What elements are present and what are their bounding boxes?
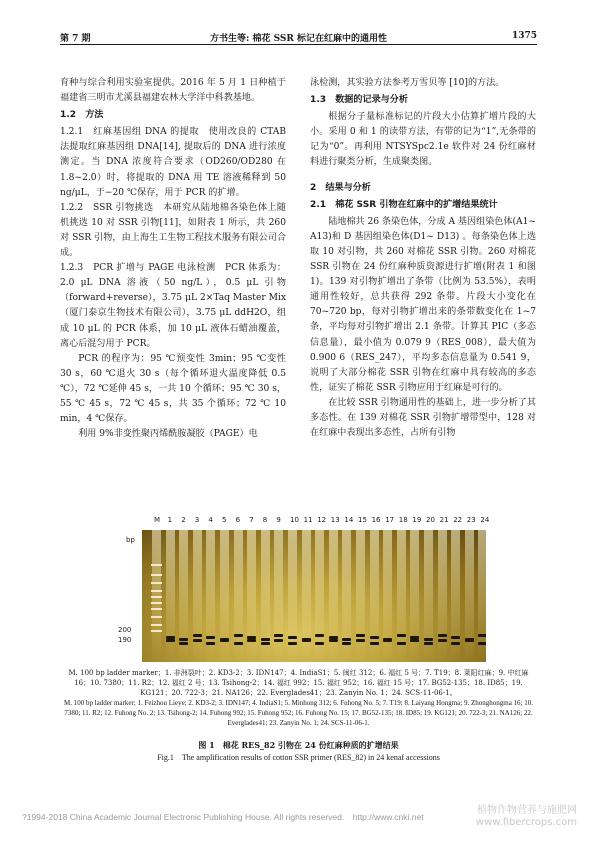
dna-band	[438, 634, 447, 637]
lane-label: 9	[276, 516, 281, 524]
dna-band	[274, 634, 283, 637]
dna-band	[315, 642, 324, 645]
lane-label: 3	[194, 516, 200, 524]
issue-number: 第 7 期	[60, 34, 91, 44]
marker-190-label: 190	[118, 636, 132, 644]
dna-band	[424, 642, 433, 645]
section-heading: 2 结果与分析	[310, 182, 371, 193]
dna-band	[397, 642, 406, 645]
lane-label: 10	[290, 516, 299, 524]
dna-band	[179, 638, 188, 641]
dna-band	[234, 634, 243, 637]
dna-band	[342, 638, 351, 641]
ladder-band	[151, 596, 162, 598]
subsection-heading: 2.1 棉花 SSR 引物在红麻中的扩增结果统计	[310, 199, 498, 210]
dna-band	[356, 639, 365, 642]
dna-band	[193, 634, 202, 637]
dna-band	[274, 639, 283, 642]
dna-band	[438, 639, 447, 642]
dna-band	[206, 642, 215, 645]
ladder-band	[151, 564, 162, 566]
gel-lane	[356, 530, 365, 662]
lane-label: 6	[235, 516, 241, 524]
paragraph: 1.2.1 红麻基因组 DNA 的提取 使用改良的 CTAB 法提取红麻基因组 DNA[14], 提取后的 DNA 进行浓度测定。当 DNA 浓度符合要求（OD260/OD280 在 1.8~2.0）时，将提取的 DNA 用 TE 溶液稀释到 50 ng/μL，于−20 ℃保存，用于 PCR 的扩增。	[60, 127, 286, 198]
bp-axis-label: bp	[126, 536, 135, 544]
running-title: 方书生等: 棉花 SSR 标记在红麻中的通用性	[209, 34, 387, 44]
dna-band	[193, 639, 202, 642]
paragraph: 利用 9%非变性聚丙烯酰胺凝胶（PAGE）电	[78, 429, 258, 440]
dna-band	[315, 634, 324, 637]
lane-label: 18	[398, 516, 408, 524]
lane-label: 12	[317, 516, 327, 524]
lane-label: 7	[249, 516, 254, 524]
lane-label: 13	[330, 516, 340, 524]
dna-band	[302, 639, 311, 642]
running-header	[60, 28, 537, 45]
lane-label: 17	[385, 516, 395, 524]
lane-label: 11	[303, 516, 313, 524]
dna-band	[179, 642, 188, 645]
copyright-footer: ?1994-2018 China Academic Journal Electronic Publishing House. All rights reserved. http://www.cnki.net	[22, 812, 424, 822]
dna-band	[166, 639, 175, 642]
paragraph: 在比较 SSR 引物通用性的基础上，进一步分析了其多态性。在 139 对棉花 SSR 引物扩增带型中，128 对在红麻中表现出多态性，占所有引物	[310, 397, 536, 439]
watermark-text: 植物作物营养与施肥网	[477, 805, 577, 816]
dna-band	[234, 642, 243, 645]
lane-label: 2	[181, 516, 186, 524]
dna-band	[261, 642, 270, 645]
lane-label: M	[154, 516, 161, 524]
lane-label: 19	[412, 516, 422, 524]
gel-image	[142, 530, 486, 662]
page-number: 1375	[511, 31, 537, 41]
paragraph: 泳检测，其实验方法参考万雪贝等 [10]的方法。	[310, 78, 505, 88]
dna-band	[451, 636, 460, 639]
dna-band	[478, 634, 486, 637]
figure-title-cn: 图 1 棉花 RES_82 引物在 24 份红麻种质的扩增结果	[198, 740, 399, 750]
ladder-band	[151, 582, 162, 584]
dna-band	[370, 642, 379, 645]
dna-band	[424, 638, 433, 641]
dna-band	[220, 639, 229, 642]
ladder-band	[151, 630, 162, 632]
gel-lane	[166, 530, 175, 662]
lane-label: 22	[453, 516, 463, 524]
watermark-logo	[476, 805, 577, 829]
lane-label: 15	[358, 516, 367, 524]
dna-band	[478, 642, 486, 645]
dna-band	[288, 642, 297, 645]
lane-label: 21	[439, 516, 449, 524]
dna-band	[383, 639, 392, 642]
right-column	[310, 76, 536, 441]
gel-lane	[247, 530, 256, 662]
paragraph: 根据分子量标准标记的片段大小估算扩增片段的大小。采用 0 和 1 的读带方法，有带的记为“1”,无条带的记为“0”。再利用 NTSYSpc2.1e 软件对 24 份红麻材料进行聚类分析，生成聚类图。	[310, 112, 536, 168]
paragraph: 1.2.3 PCR 扩增与 PAGE 电泳检测 PCR 体系为：2.0 μL DNA 溶液（50 ng/L），0.5 μL 引物（forward+reverse），3.75 μL 2×Taq Master Mix（厦门泰京生物技术有限公司），3.75 μL ddH2O，组成 10 μL 的 PCR 体系，加 10 μL 液体石蜡油覆盖，离心后混匀用于 PCR。	[60, 263, 286, 349]
gel-lane	[438, 530, 447, 662]
lane-label: 5	[222, 516, 227, 524]
gel-lane	[302, 530, 311, 662]
dna-band	[356, 634, 365, 637]
ladder-band	[151, 624, 162, 626]
paragraph: 1.2.2 SSR 引物挑选 本研究从陆地棉各染色体上随机挑选 10 对 SSR 引物[11]，如附表 1 所示，共 260 对 SSR 引物，由上海生工生物工程技术服务有限公司合成。	[60, 202, 286, 259]
lane-label: 1	[167, 516, 173, 524]
figure-legend-cn: M. 100 bp ladder marker；1. 非洲裂叶；2. KD3-2；3. IDN147；4. IndiaS1；5. 闽红 312；6. 福红 5 号；7. T19；8. 莱阳红麻；9. 中红麻 16；10. 7380；11. R2；12. 福红 2 号；13. Tsihong-2；14. 福红 992；15. 福红 952；16. 福红 15 号；17. BG52-135；18. ID85；19. KG121；20. 722-3；21. NA126；22. Everglades41；23. Zanyin No. 1；24. SCS-11-06-1。	[68, 669, 529, 698]
gel-lane	[329, 530, 338, 662]
dna-band	[451, 642, 460, 645]
lane-label: 8	[262, 516, 268, 524]
gel-lane	[274, 530, 283, 662]
lane-label: 16	[371, 516, 381, 524]
gel-lane	[220, 530, 229, 662]
dna-band	[397, 634, 406, 637]
ladder-band	[151, 590, 162, 592]
paragraph: 陆地棉共 26 条染色体，分成 A 基因组染色体(A1~ A13)和 D 基因组染色体(D1~ D13) 。每条染色体上选取 10 对引物，共 260 对棉花 SSR 引物。260 对棉花 SSR 引物在 24 份红麻种质资源进行扩增(附表 1 和图 1)。139 对引物扩增出了条带（比例为 53.5%），表明通用性较好，总共获得 292 条带。片段大小变化在 70~720 bp，每对引物扩增出来的条带数变化在 1~7 条，平均每对引物扩增出 2.1 条带。计算其 PIC（多态信息量），最小值为 0.079 9（RES_008），最大值为 0.900 6（RES_247），平均多态信息量为 0.541 9，说明了大部分棉花 SSR 引物在红麻中具有较高的多态性，证实了棉花 SSR 引物应用于红麻是可行的。	[310, 216, 537, 393]
dna-band	[206, 636, 215, 639]
paragraph: PCR 的程序为：95 ℃预变性 3min；95 ℃变性 30 s，60 ℃退火 30 s（每个循环退火温度降低 0.5 ℃），72 ℃延伸 45 s，一共 10 个循环；95 ℃ 30 s，55 ℃ 45 s，72 ℃ 45 s，共 35 个循环；72 ℃ 10 min，4 ℃保存。	[60, 353, 286, 425]
gel-lane	[193, 530, 202, 662]
lane-label: 4	[208, 516, 213, 524]
figure-title-en: Fig.1 The amplification results of cotton SSR primer (RES_82) in 24 kenaf accessions	[157, 753, 440, 762]
lane-label: 24	[480, 516, 490, 524]
lane-label: 14	[344, 516, 354, 524]
left-column	[60, 76, 286, 442]
dna-band	[288, 636, 297, 639]
lane-label: 23	[466, 516, 476, 524]
ladder-band	[151, 574, 162, 576]
section-heading: 1.3 数据的记录与分析	[310, 95, 408, 106]
ladder-band	[151, 616, 162, 618]
gel-lane	[465, 530, 474, 662]
section-heading: 1.2 方法	[60, 110, 104, 121]
dna-band	[370, 636, 379, 639]
ladder-band	[151, 602, 162, 604]
lane-labels	[118, 516, 490, 528]
lane-label: 20	[426, 516, 435, 524]
dna-band	[342, 642, 351, 645]
gel-lane	[410, 530, 419, 662]
watermark-url: www.fibercrops.com	[475, 817, 577, 828]
dna-band	[247, 639, 256, 642]
paragraph: 育种与综合利用实验室提供。2016 年 5 月 1 日种植于福建省三明市尤溪县福建农林大学洋中科教基地。	[60, 78, 286, 104]
gel-figure	[118, 516, 490, 662]
dna-band	[261, 638, 270, 641]
ladder-band	[151, 608, 162, 610]
dna-band	[465, 639, 474, 642]
gel-lane	[383, 530, 392, 662]
dna-band	[410, 639, 419, 642]
dna-band	[329, 639, 338, 642]
marker-200-label: 200	[118, 626, 132, 634]
figure-legend-en: M. 100 bp ladder marker; 1. Feizhou Lieye; 2. KD3-2; 3. IDN147; 4. IndiaS1; 5. Minhong 312; 6. Fuhong No. 5; 7. T19; 8. Laiyang Hongma; 9. Zhonghongma 16; 10. 7380; 11. R2; 12. Fuhong No. 2; 13. Tsihong-2; 14. Fuhong 992; 15. Fuhong 952; 16. Fuhong No. 15; 17. BG52-135; 18. ID85; 19. KG121; 20. 722-3; 21. NA126; 22. Everglades41; 23. Zanyin No. 1; 24. SCS-11-06-1.	[63, 699, 533, 728]
